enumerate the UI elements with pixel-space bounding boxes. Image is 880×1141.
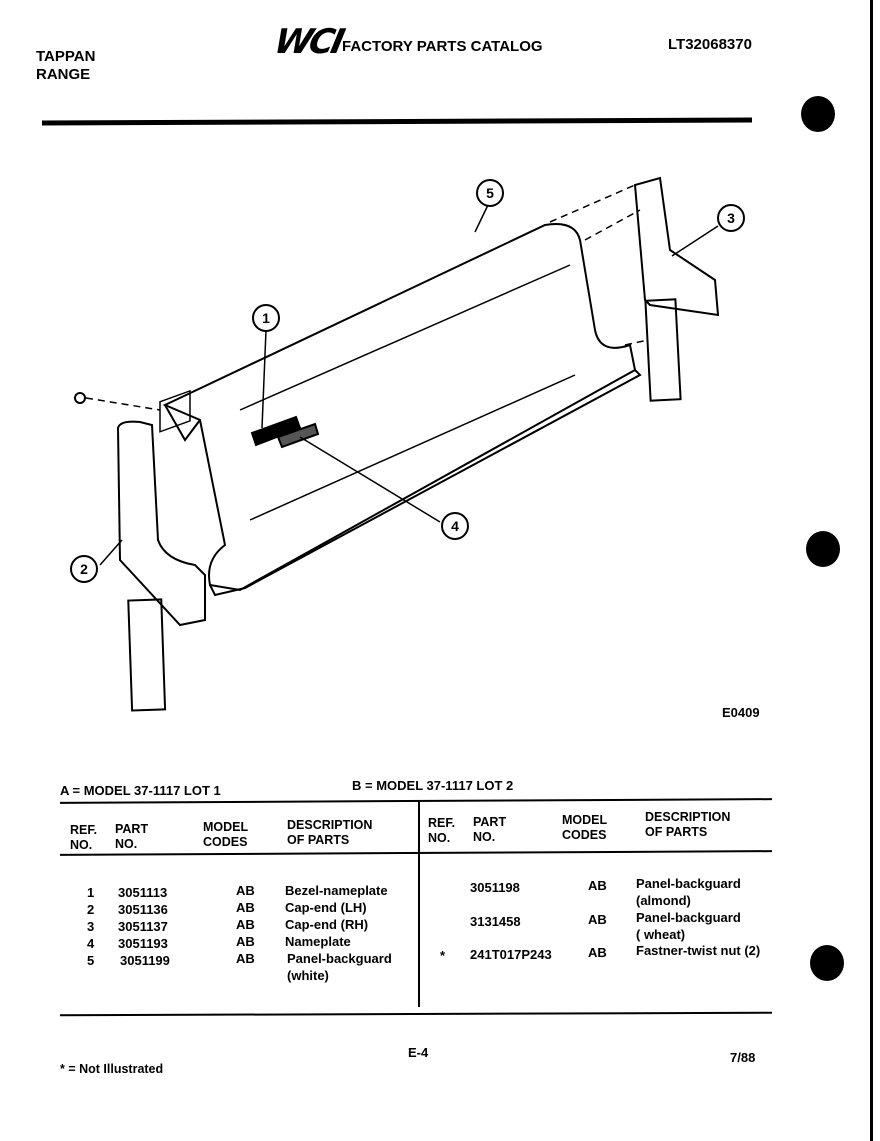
table-header-rule bbox=[60, 850, 772, 855]
header-ref-b: REF. NO. bbox=[428, 816, 456, 845]
catalog-date: 7/88 bbox=[730, 1050, 756, 1065]
brand-line-1: TAPPAN bbox=[36, 48, 96, 65]
header-ref: REF. NO. bbox=[70, 823, 98, 852]
callout-3 bbox=[718, 205, 744, 231]
exploded-parts-diagram bbox=[0, 150, 800, 730]
svg-text:1: 1 bbox=[262, 310, 270, 326]
callout-4 bbox=[442, 513, 468, 539]
scan-edge bbox=[870, 0, 873, 1141]
svg-text:2: 2 bbox=[80, 561, 88, 577]
header-codes-b: MODEL CODES bbox=[562, 813, 608, 842]
svg-text:4: 4 bbox=[451, 518, 459, 534]
callout-5 bbox=[477, 180, 503, 206]
not-illustrated-note: * = Not Illustrated bbox=[60, 1062, 164, 1076]
table-bottom-rule bbox=[60, 1012, 772, 1016]
page-number: E-4 bbox=[408, 1045, 429, 1060]
cap-end-lh-drawing bbox=[118, 422, 205, 711]
table-column-divider bbox=[418, 800, 420, 1007]
binder-hole-middle bbox=[806, 531, 840, 567]
wci-logo: WCI bbox=[270, 22, 346, 62]
panel-backguard-drawing bbox=[160, 224, 640, 595]
header-desc: DESCRIPTION OF PARTS bbox=[287, 818, 373, 847]
brand-line-2: RANGE bbox=[36, 66, 91, 83]
model-b-label: B = MODEL 37-1117 LOT 2 bbox=[352, 778, 514, 793]
binder-hole-top bbox=[801, 96, 835, 132]
header-desc-b: DESCRIPTION OF PARTS bbox=[645, 810, 731, 839]
callout-1 bbox=[253, 305, 279, 331]
header-part-b: PART NO. bbox=[473, 815, 507, 844]
cap-end-rh-drawing bbox=[635, 178, 718, 401]
screw-drawing bbox=[75, 393, 85, 403]
svg-text:5: 5 bbox=[486, 185, 494, 201]
header-rule bbox=[42, 117, 752, 125]
drawing-code: E0409 bbox=[722, 705, 760, 720]
header-codes: MODEL CODES bbox=[203, 820, 249, 849]
model-a-label: A = MODEL 37-1117 LOT 1 bbox=[60, 783, 221, 798]
binder-hole-bottom bbox=[810, 945, 844, 981]
svg-text:3: 3 bbox=[727, 210, 735, 226]
catalog-title: FACTORY PARTS CATALOG bbox=[342, 38, 543, 55]
table-top-rule bbox=[60, 798, 772, 804]
header-part: PART NO. bbox=[115, 822, 149, 851]
callout-2 bbox=[71, 556, 97, 582]
catalog-number: LT32068370 bbox=[668, 36, 752, 53]
